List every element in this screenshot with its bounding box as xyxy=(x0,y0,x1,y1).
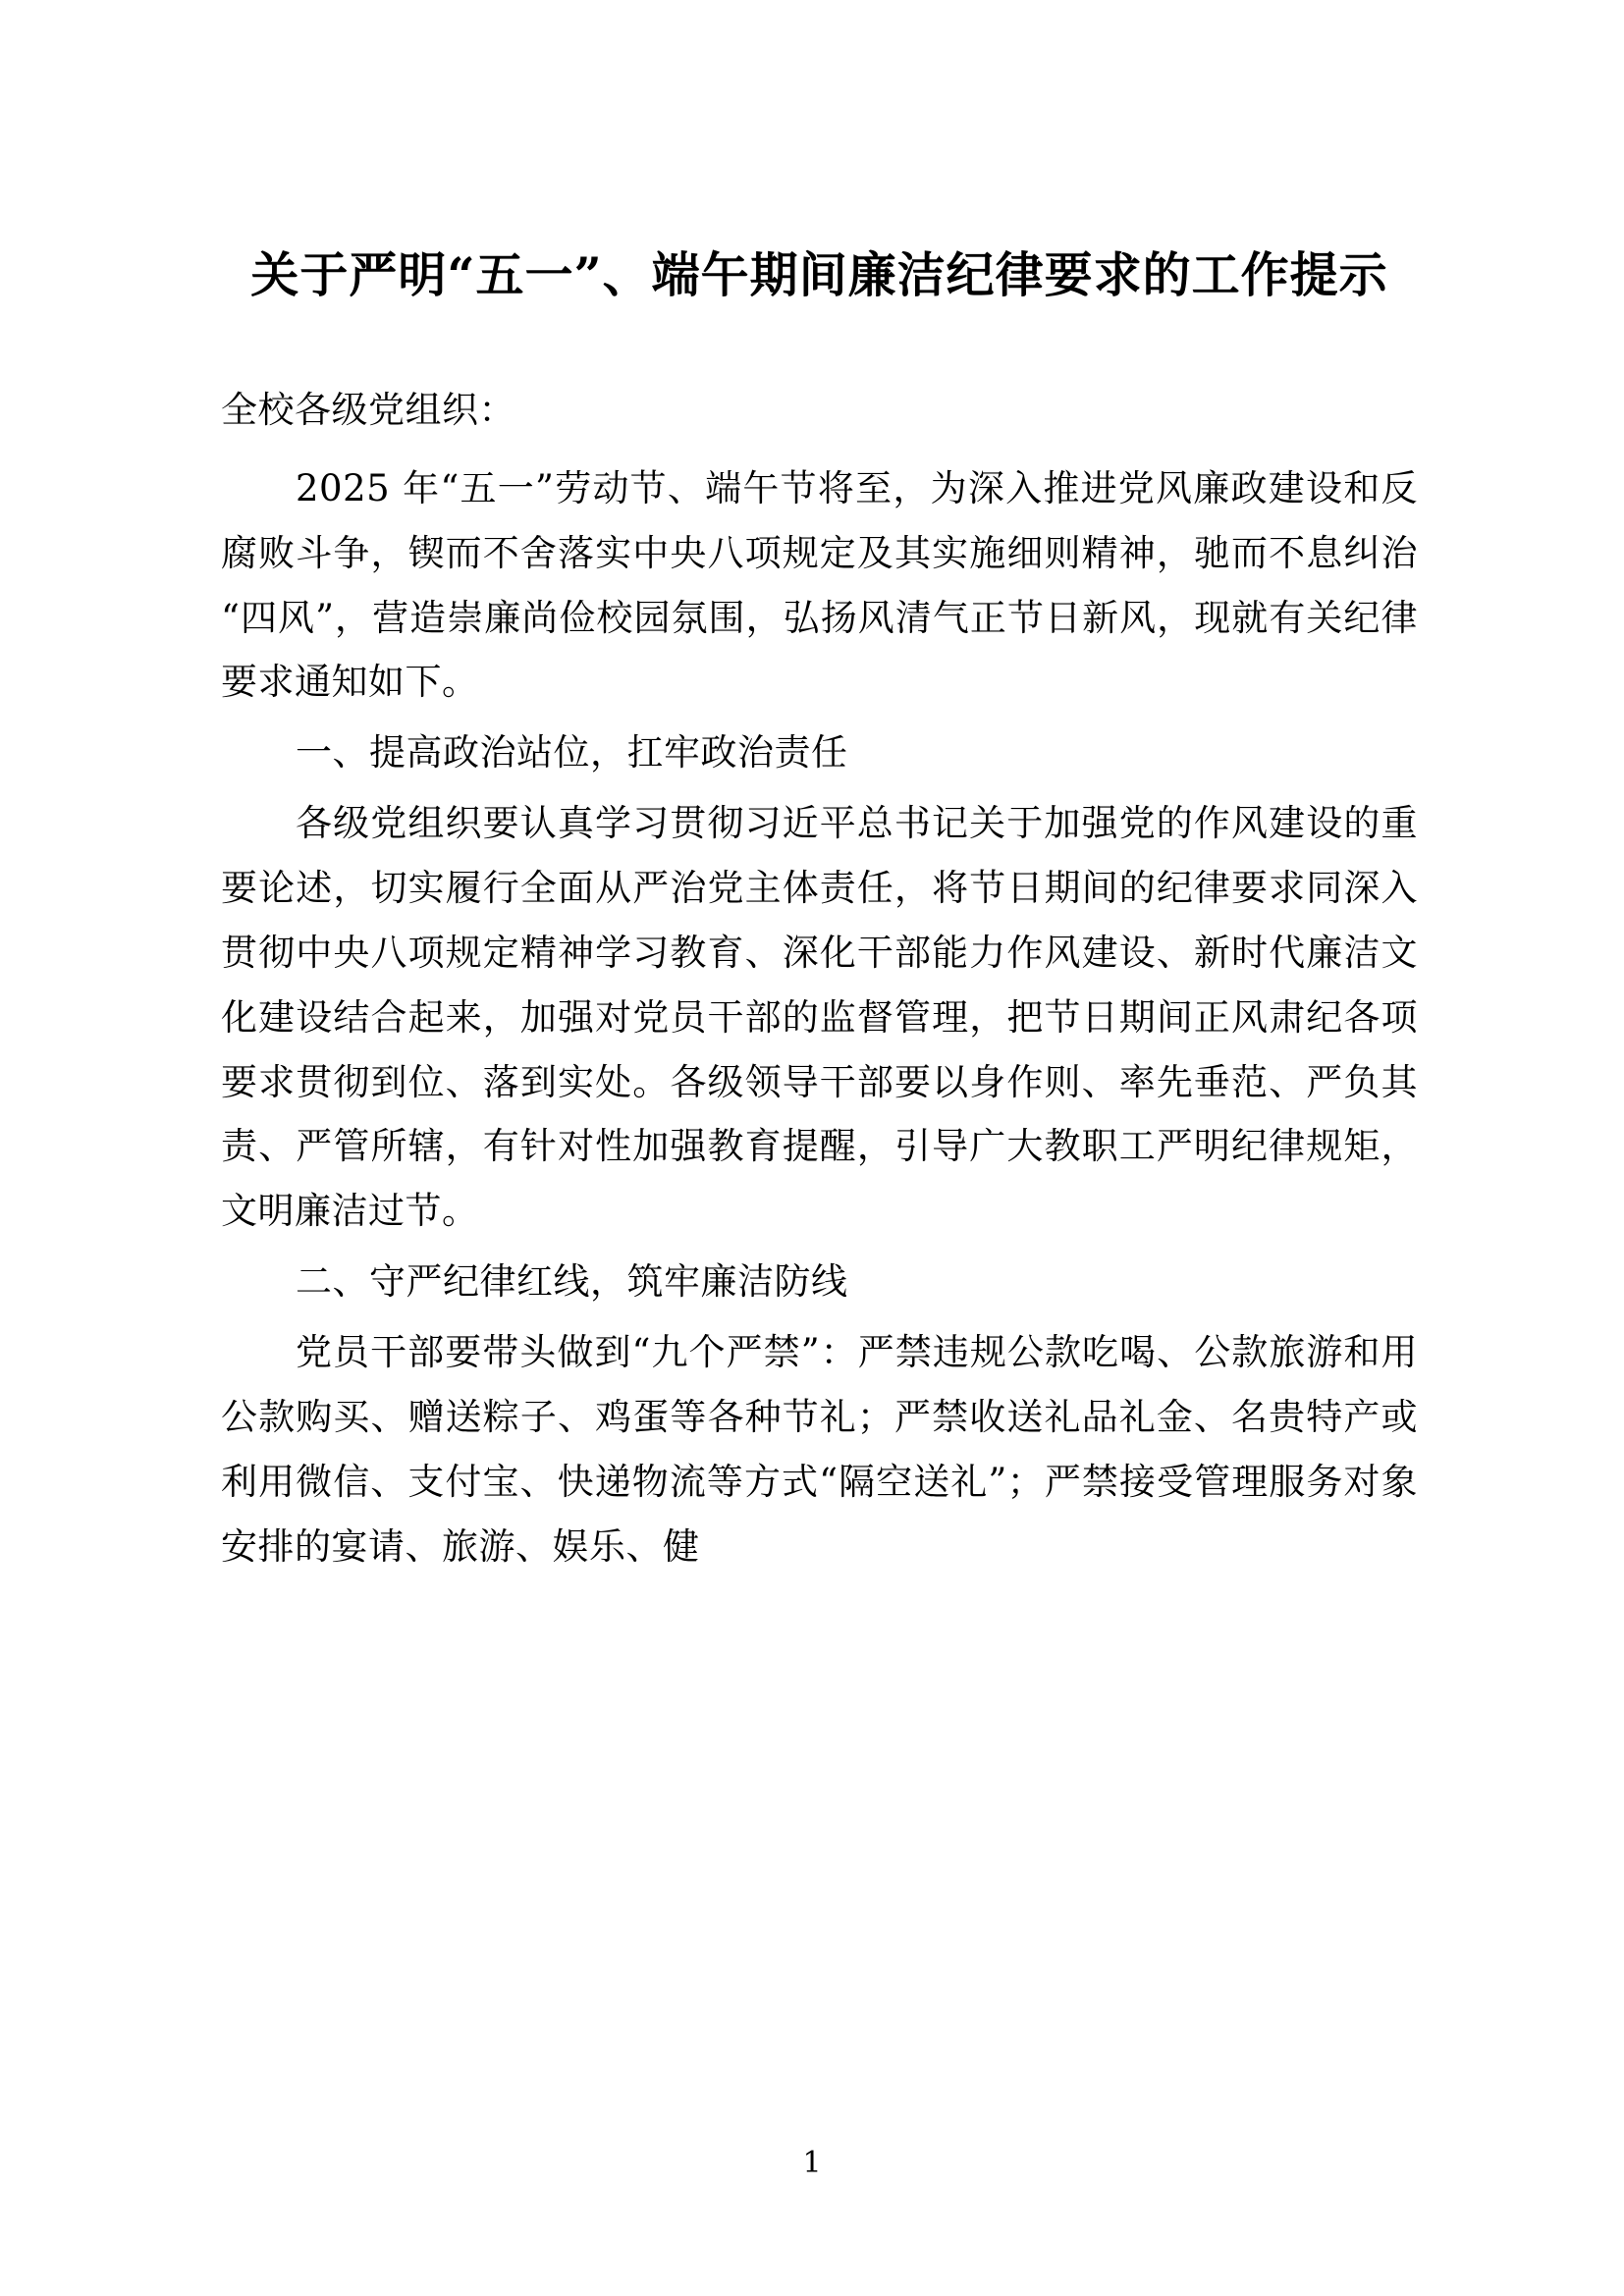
page-title: 关于严明“五一”、端午期间廉洁纪律要求的工作提示 xyxy=(250,246,1388,303)
section-heading-2: 二、守严纪律红线，筑牢廉洁防线 xyxy=(296,1260,848,1304)
salutation: 全校各级党组织： xyxy=(221,389,515,432)
body-paragraph: 2025 年“五一”劳动节、端午节将至，为深入推进党风廉政建设和反腐败斗争，锲而不舍落实中央八项规定及其实施细则精神，驰而不息纠治“四风”，营造崇廉尚俭校园氛围，弘扬风清气正节日新风，现就有关纪律要求通知如下。 xyxy=(221,466,1418,704)
page-number: 1 xyxy=(802,2146,822,2180)
body-paragraph: 党员干部要带头做到“九个严禁”：严禁违规公款吃喝、公款旅游和用公款购买、赠送粽子、鸡蛋等各种节礼；严禁收送礼品礼金、名贵特产或利用微信、支付宝、快递物流等方式“隔空送礼”；严禁接受管理服务对象安排的宴请、旅游、娱乐、健 xyxy=(221,1330,1418,1568)
body-paragraph: 各级党组织要认真学习贯彻习近平总书记关于加强党的作风建设的重要论述，切实履行全面从严治党主体责任，将节日期间的纪律要求同深入贯彻中央八项规定精神学习教育、深化干部能力作风建设、新时代廉洁文化建设结合起来，加强对党员干部的监督管理，把节日期间正风肃纪各项要求贯彻到位、落到实处。各级领导干部要以身作则、率先垂范、严负其责、严管所辖，有针对性加强教育提醒，引导广大教职工严明纪律规矩，文明廉洁过节。 xyxy=(221,802,1418,1233)
section-heading-1: 一、提高政治站位，扛牢政治责任 xyxy=(296,731,848,774)
